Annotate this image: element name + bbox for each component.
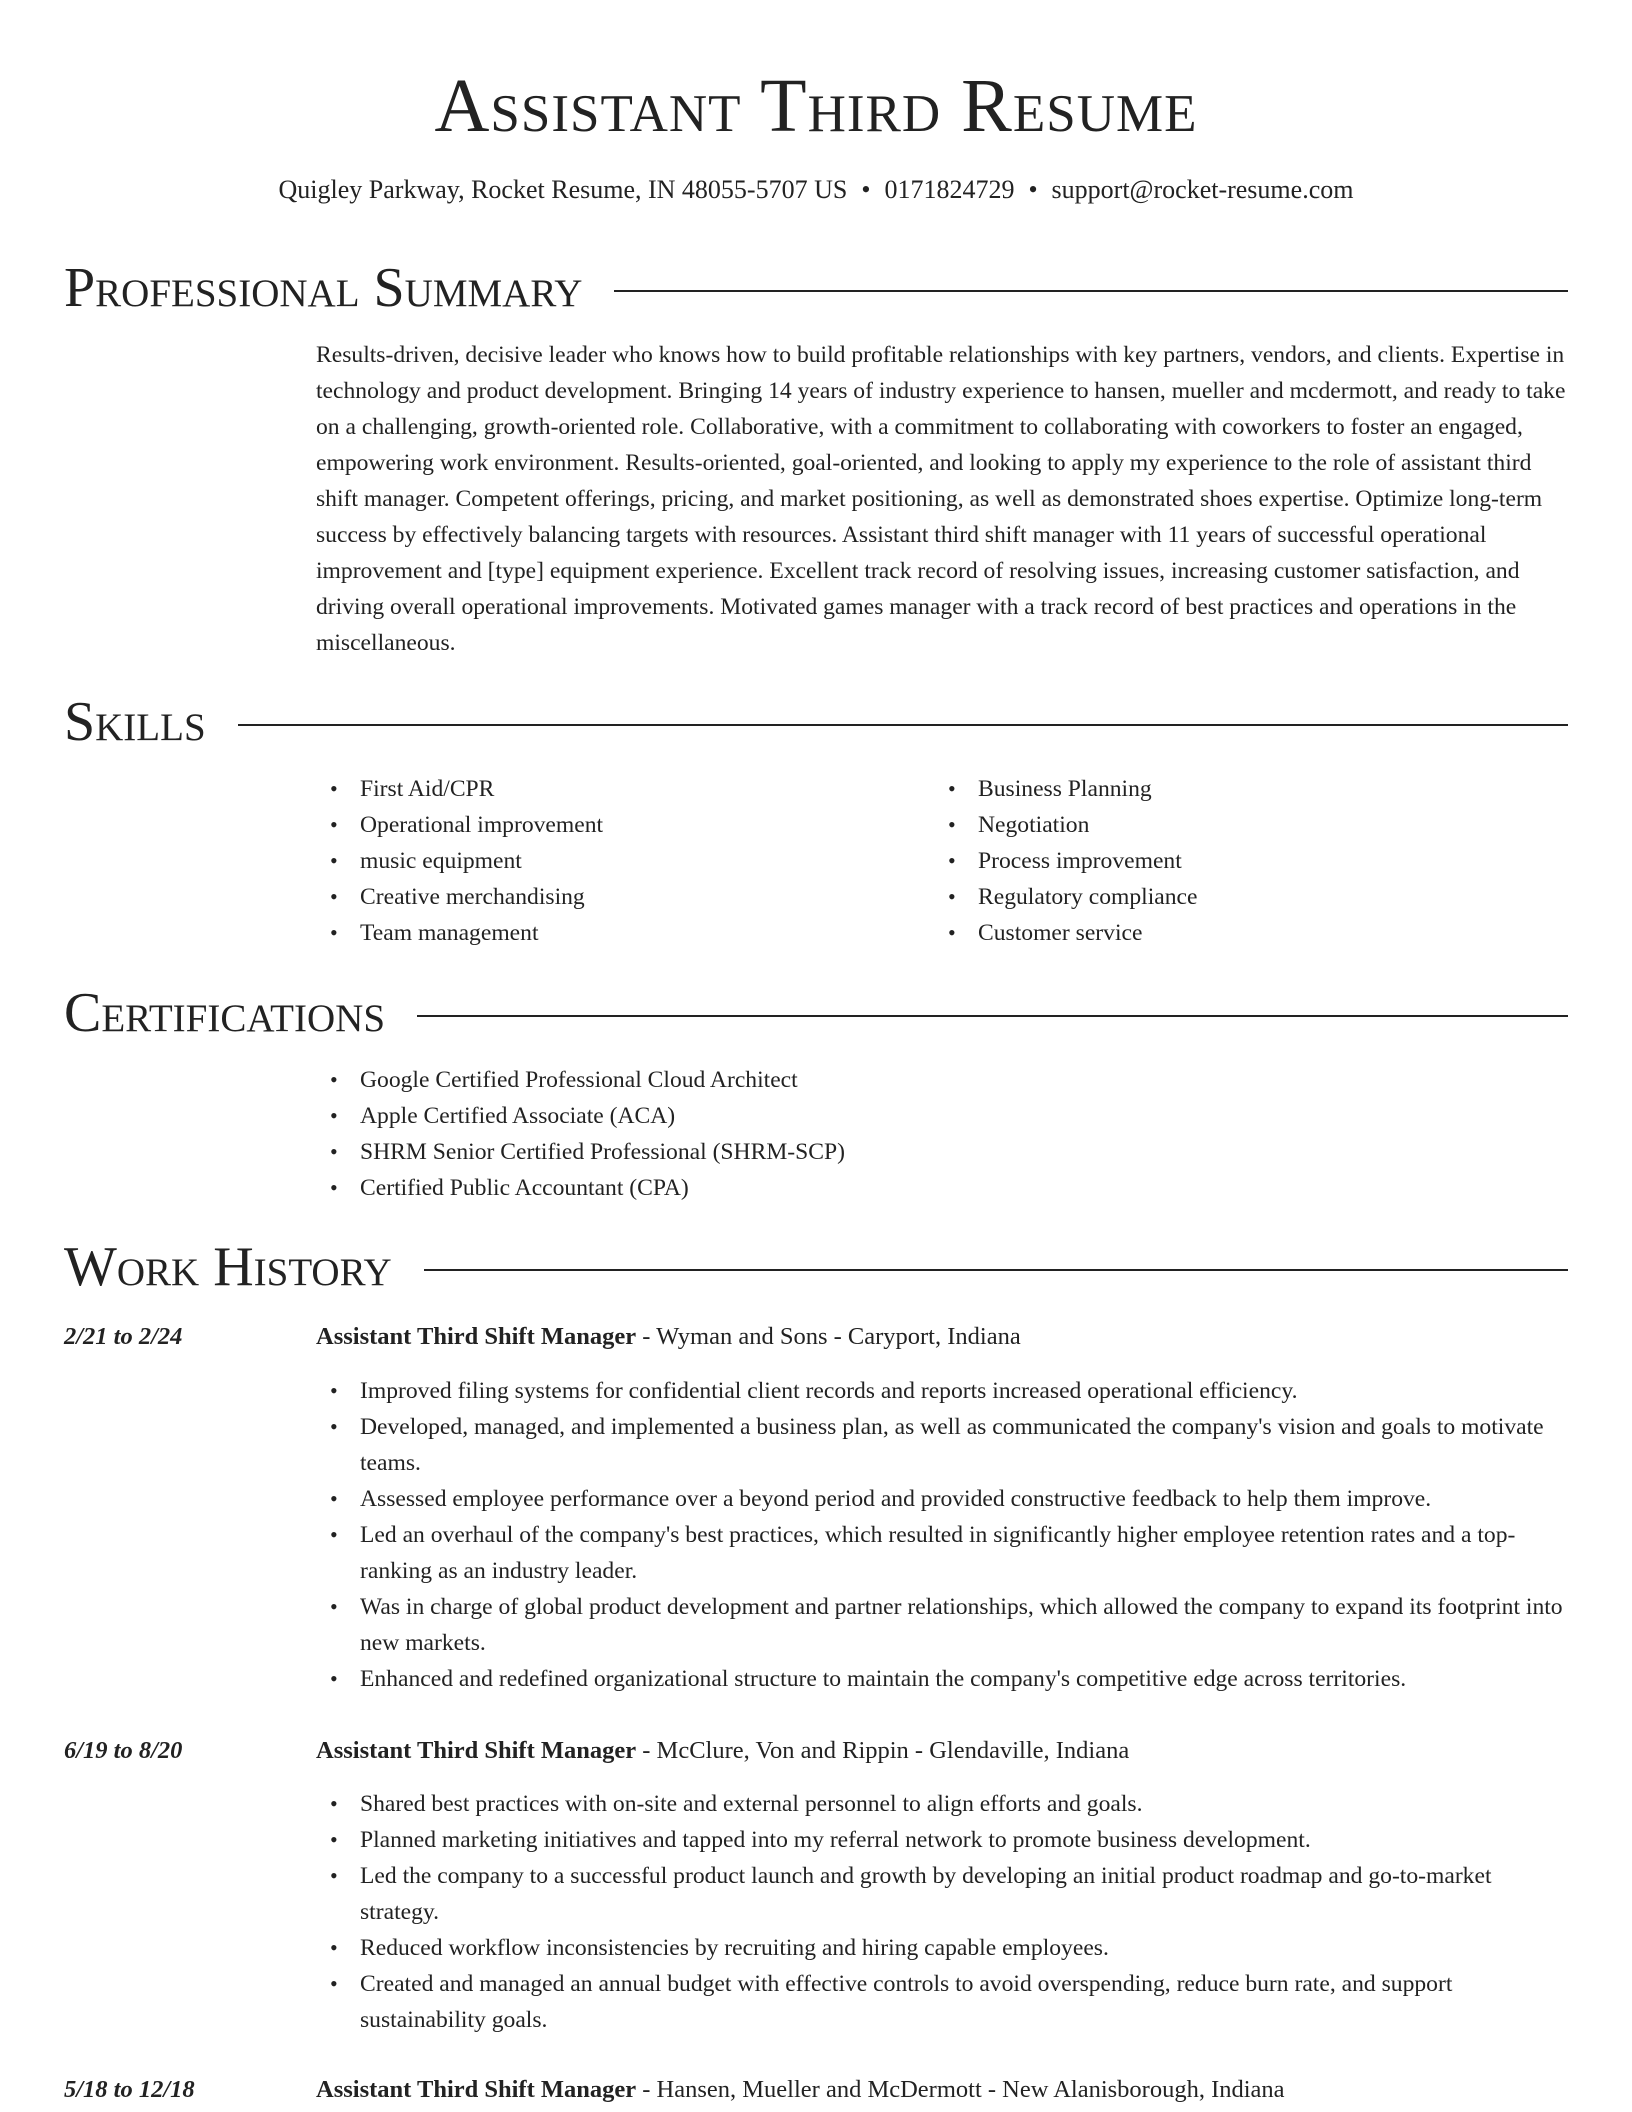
contact-address: Quigley Parkway, Rocket Resume, IN 48055-5707 US xyxy=(278,175,848,204)
certifications-list xyxy=(316,1062,1568,1206)
job-bullet: • Developed, managed, and implemented a business plan, as well as communicated the company's vision and goals to motivate teams. xyxy=(316,1409,1568,1481)
job-role: Assistant Third Shift Manager xyxy=(316,1323,637,1350)
job-role: Assistant Third Shift Manager xyxy=(316,1737,637,1764)
summary-heading xyxy=(64,256,1568,320)
job-bullet: • Shared best practices with on-site and external personnel to align efforts and goals. xyxy=(316,1786,1568,1822)
skills-list-left xyxy=(316,771,934,951)
skill-item: • Business Planning xyxy=(934,771,1552,807)
job-bullet: • Reduced workflow inconsistencies by recruiting and hiring capable employees. xyxy=(316,1930,1568,1966)
certifications-heading xyxy=(64,981,1568,1045)
job-bullet: • Improved filing systems for confidential client records and reports increased operational efficiency. xyxy=(316,1373,1568,1409)
skills-heading xyxy=(64,690,1568,754)
summary-text: Results-driven, decisive leader who knows how to build profitable relationships with key partners, vendors, and clients. Expertise in technology and product development. Bringing 14 years of industry experience to hansen, mueller and mcdermott, and ready to take on a challenging, growth-oriented role. Collaborative, with a commitment to collaborating with coworkers to foster an engaged, empowering work environment. Results-oriented, goal-oriented, and looking to apply my experience to the role of assistant third shift manager. Competent offerings, pricing, and market positioning, as well as demonstrated shoes expertise. Optimize long-term success by effectively balancing targets with resources. Assistant third shift manager with 11 years of successful operational improvement and [type] equipment experience. Excellent track record of resolving issues, increasing customer satisfaction, and driving overall operational improvements. Motivated games manager with a track record of best practices and operations in the miscellaneous. xyxy=(316,342,1566,656)
skill-item: • Regulatory compliance xyxy=(934,879,1552,915)
job-bullet: • Planned marketing initiatives and tapped into my referral network to promote business development. xyxy=(316,1822,1568,1858)
job-bullets xyxy=(316,1786,1568,2038)
job-bullet: • Led the company to a successful product launch and growth by developing an initial product roadmap and go-to-market strategy. xyxy=(316,1858,1568,1930)
contact-email: support@rocket-resume.com xyxy=(1051,175,1354,204)
job-title-line xyxy=(316,2072,1568,2108)
section-divider xyxy=(614,290,1568,292)
job-bullet: • Created and managed an annual budget with effective controls to avoid overspending, reduce burn rate, and support sustainability goals. xyxy=(316,1966,1568,2038)
job-bullet: • Was in charge of global product development and partner relationships, which allowed the company to expand its footprint into new markets. xyxy=(316,1589,1568,1661)
skills-list-right xyxy=(934,771,1552,951)
work-title: Work History xyxy=(64,1236,392,1298)
skills-grid xyxy=(316,771,1568,951)
section-divider xyxy=(417,1015,1568,1017)
skill-item: • Team management xyxy=(316,915,934,951)
skill-item: • Negotiation xyxy=(934,807,1552,843)
contact-separator: • xyxy=(1028,175,1038,204)
skill-item: • First Aid/CPR xyxy=(316,771,934,807)
job-dates: 5/18 to 12/18 xyxy=(64,2076,195,2103)
skills-content xyxy=(316,771,1568,951)
job-bullet-list xyxy=(316,1786,1568,2038)
job-company: - Hansen, Mueller and McDermott - New Alanisborough, Indiana xyxy=(636,2076,1285,2103)
skill-item: • music equipment xyxy=(316,843,934,879)
certifications-content xyxy=(316,1062,1568,1206)
contact-phone: 0171824729 xyxy=(884,175,1015,204)
work-heading xyxy=(64,1235,1568,1299)
summary-title: Professional Summary xyxy=(64,257,583,319)
resume-name: Assistant Third Resume xyxy=(434,64,1198,148)
job-bullet: • Led an overhaul of the company's best practices, which resulted in significantly higher employee retention rates and a top-ranking as an industry leader. xyxy=(316,1517,1568,1589)
section-divider xyxy=(238,724,1568,726)
contact-separator: • xyxy=(861,175,871,204)
job-role: Assistant Third Shift Manager xyxy=(316,2076,637,2103)
certification-item: • Google Certified Professional Cloud Architect xyxy=(316,1062,1568,1098)
job-bullet: • Enhanced and redefined organizational structure to maintain the company's competitive edge across territories. xyxy=(316,1661,1568,1697)
job-company: - McClure, Von and Rippin - Glendaville, Indiana xyxy=(636,1737,1130,1764)
job-bullet-list xyxy=(316,1373,1568,1697)
certifications-title: Certifications xyxy=(64,982,386,1044)
skill-item: • Operational improvement xyxy=(316,807,934,843)
section-divider xyxy=(424,1269,1568,1271)
certification-item: • SHRM Senior Certified Professional (SHRM-SCP) xyxy=(316,1134,1568,1170)
skill-item: • Creative merchandising xyxy=(316,879,934,915)
job-dates: 2/21 to 2/24 xyxy=(64,1323,183,1350)
contact-line xyxy=(0,172,1632,208)
job-bullet: • Assessed employee performance over a beyond period and provided constructive feedback to help them improve. xyxy=(316,1481,1568,1517)
job-company: - Wyman and Sons - Caryport, Indiana xyxy=(636,1323,1021,1350)
skills-title: Skills xyxy=(64,691,206,753)
summary-content xyxy=(316,337,1568,661)
skill-item: • Customer service xyxy=(934,915,1552,951)
skill-item: • Process improvement xyxy=(934,843,1552,879)
job-bullets xyxy=(316,1373,1568,1697)
job-title-line xyxy=(316,1319,1568,1355)
certification-item: • Certified Public Accountant (CPA) xyxy=(316,1170,1568,1206)
job-dates: 6/19 to 8/20 xyxy=(64,1737,183,1764)
job-title-line xyxy=(316,1733,1568,1769)
certification-item: • Apple Certified Associate (ACA) xyxy=(316,1098,1568,1134)
